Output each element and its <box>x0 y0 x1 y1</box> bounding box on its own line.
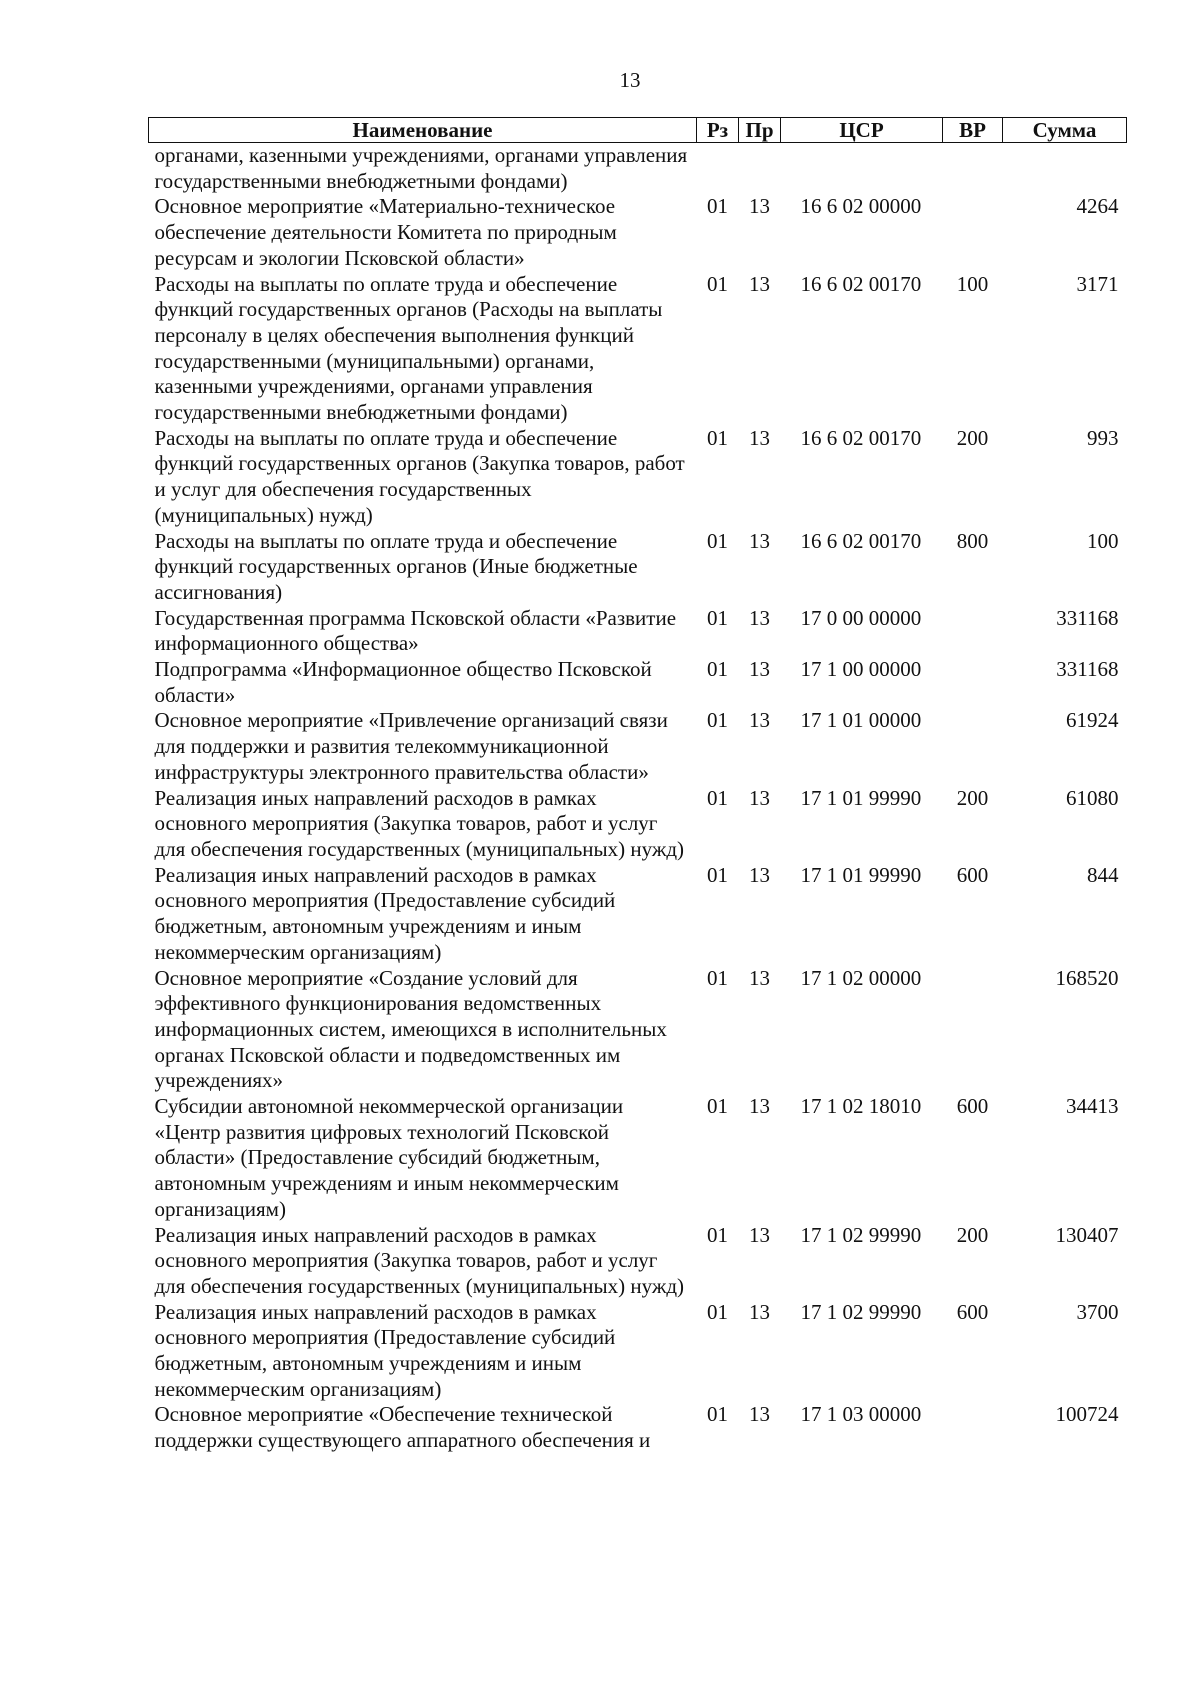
cell-csr: 17 1 01 00000 <box>800 708 922 733</box>
cell-rz: 01 <box>707 965 728 990</box>
table-body <box>149 143 1127 1454</box>
cell-vr: 600 <box>956 1299 989 1324</box>
cell-name: Расходы на выплаты по оплате труда и обеспечение функций государственных органов (Иные бюджетные ассигнования) <box>154 528 638 604</box>
table-row <box>149 786 1127 863</box>
cell-sum: 100724 <box>1055 1402 1119 1427</box>
cell-csr: 17 1 02 00000 <box>800 965 922 990</box>
cell-name: Субсидии автономной некоммерческой организации «Центр развития цифровых технологий Псковской области» (Предоставление субсидий бюджетным, автономным учреждениям и иным некоммерческим организациям) <box>154 1094 624 1221</box>
cell-sum: 100 <box>1087 528 1119 553</box>
cell-csr: 17 1 02 99990 <box>800 1222 922 1247</box>
cell-pr: 13 <box>749 708 770 733</box>
cell-sum: 993 <box>1087 425 1119 450</box>
cell-csr: 17 1 00 00000 <box>800 657 922 682</box>
cell-rz: 01 <box>707 528 728 553</box>
cell-pr: 13 <box>749 194 770 219</box>
cell-rz: 01 <box>707 1299 728 1324</box>
table-row <box>149 606 1127 657</box>
table-row <box>149 657 1127 708</box>
cell-csr: 17 1 03 00000 <box>800 1402 922 1427</box>
cell-sum: 61080 <box>1066 785 1119 810</box>
cell-pr <box>739 143 781 195</box>
cell-sum: 34413 <box>1066 1094 1119 1119</box>
cell-rz: 01 <box>707 271 728 296</box>
cell-csr: 16 6 02 00170 <box>800 425 922 450</box>
table-row <box>149 1300 1127 1403</box>
cell-vr: 200 <box>956 785 989 810</box>
cell-vr: 200 <box>956 1222 989 1247</box>
header-csr: ЦСР <box>781 118 943 143</box>
cell-name: Государственная программа Псковской области «Развитие информационного общества» <box>154 605 677 656</box>
cell-name: Основное мероприятие «Привлечение организаций связи для поддержки и развития телекоммуникационной инфраструктуры электронного правительства области» <box>154 708 668 784</box>
cell-rz: 01 <box>707 1094 728 1119</box>
cell-vr <box>943 1402 1003 1453</box>
cell-csr: 17 1 02 99990 <box>800 1299 922 1324</box>
cell-name: Реализация иных направлений расходов в рамках основного мероприятия (Закупка товаров, работ и услуг для обеспечения государственных (муниципальных) нужд) <box>154 1222 685 1298</box>
cell-name: Подпрограмма «Информационное общество Псковской области» <box>154 657 652 707</box>
cell-csr: 17 0 00 00000 <box>800 605 922 630</box>
table-row <box>149 529 1127 606</box>
cell-csr: 17 1 02 18010 <box>800 1094 922 1119</box>
cell-csr: 16 6 02 00170 <box>800 528 922 553</box>
cell-vr <box>943 606 1003 657</box>
header-vr: ВР <box>943 118 1003 143</box>
header-rz: Рз <box>697 118 739 143</box>
cell-name: Основное мероприятие «Обеспечение технической поддержки существующего аппаратного обеспечения и <box>154 1402 651 1453</box>
cell-vr: 200 <box>956 425 989 450</box>
cell-rz: 01 <box>707 708 728 733</box>
cell-vr <box>943 708 1003 785</box>
cell-pr: 13 <box>749 425 770 450</box>
cell-sum: 331168 <box>1056 605 1119 630</box>
cell-sum: 3700 <box>1076 1299 1119 1324</box>
cell-rz: 01 <box>707 657 728 682</box>
cell-rz: 01 <box>707 785 728 810</box>
cell-vr <box>943 194 1003 271</box>
cell-pr: 13 <box>749 785 770 810</box>
cell-csr <box>781 143 943 195</box>
cell-sum: 3171 <box>1076 271 1119 296</box>
cell-sum: 844 <box>1087 862 1119 887</box>
cell-rz <box>697 143 739 195</box>
table-row <box>149 194 1127 271</box>
cell-vr <box>943 966 1003 1095</box>
cell-rz: 01 <box>707 1222 728 1247</box>
cell-pr: 13 <box>749 657 770 682</box>
cell-vr <box>943 143 1003 195</box>
table-row <box>149 426 1127 529</box>
cell-csr: 16 6 02 00000 <box>800 194 922 219</box>
cell-pr: 13 <box>749 271 770 296</box>
cell-pr: 13 <box>749 1094 770 1119</box>
header-pr: Пр <box>739 118 781 143</box>
table-header-row <box>149 118 1127 143</box>
cell-name: органами, казенными учреждениями, органами управления государственными внебюджетными фондами) <box>154 143 688 193</box>
cell-pr: 13 <box>749 605 770 630</box>
cell-vr: 800 <box>956 528 989 553</box>
cell-csr: 17 1 01 99990 <box>800 862 922 887</box>
cell-rz: 01 <box>707 1402 728 1427</box>
cell-pr: 13 <box>749 862 770 887</box>
cell-rz: 01 <box>707 605 728 630</box>
table-row <box>149 966 1127 1095</box>
cell-rz: 01 <box>707 425 728 450</box>
cell-rz: 01 <box>707 194 728 219</box>
cell-name: Основное мероприятие «Материально-техническое обеспечение деятельности Комитета по природным ресурсам и экологии Псковской области» <box>154 194 617 270</box>
cell-sum: 4264 <box>1076 194 1119 219</box>
budget-table <box>148 117 1127 1454</box>
cell-vr: 100 <box>956 271 989 296</box>
cell-rz: 01 <box>707 862 728 887</box>
cell-name: Расходы на выплаты по оплате труда и обеспечение функций государственных органов (Закупка товаров, работ и услуг для обеспечения государственных (муниципальных) нужд) <box>154 425 685 527</box>
cell-pr: 13 <box>749 1222 770 1247</box>
table-row <box>149 143 1127 195</box>
cell-name: Реализация иных направлений расходов в рамках основного мероприятия (Закупка товаров, работ и услуг для обеспечения государственных (муниципальных) нужд) <box>154 785 685 861</box>
table-row <box>149 708 1127 785</box>
table-row <box>149 1094 1127 1223</box>
cell-csr: 16 6 02 00170 <box>800 271 922 296</box>
budget-table-container <box>148 117 1126 1454</box>
cell-csr: 17 1 01 99990 <box>800 785 922 810</box>
cell-name: Реализация иных направлений расходов в рамках основного мероприятия (Предоставление субсидий бюджетным, автономным учреждениям и иным некоммерческим организациям) <box>154 862 616 964</box>
page-number: 13 <box>619 68 641 92</box>
cell-pr: 13 <box>749 1299 770 1324</box>
cell-sum: 331168 <box>1056 657 1119 682</box>
cell-vr: 600 <box>956 1094 989 1119</box>
cell-sum: 130407 <box>1055 1222 1119 1247</box>
table-row <box>149 863 1127 966</box>
cell-name: Расходы на выплаты по оплате труда и обеспечение функций государственных органов (Расходы на выплаты персоналу в целях обеспечения выполнения функций государственными (муниципальными) органами, казенными учреждениями, органами управления государственными внебюджетными фондами) <box>154 271 663 425</box>
header-name: Наименование <box>149 118 697 143</box>
header-sum: Сумма <box>1003 118 1127 143</box>
cell-vr <box>943 657 1003 708</box>
table-row <box>149 1223 1127 1300</box>
cell-pr: 13 <box>749 965 770 990</box>
cell-name: Основное мероприятие «Создание условий для эффективного функционирования ведомственных информационных систем, имеющихся в исполнительных органах Псковской области и подведомственных им учреждениях» <box>154 965 667 1093</box>
cell-pr: 13 <box>749 528 770 553</box>
cell-pr: 13 <box>749 1402 770 1427</box>
cell-sum: 168520 <box>1055 965 1119 990</box>
cell-name: Реализация иных направлений расходов в рамках основного мероприятия (Предоставление субсидий бюджетным, автономным учреждениям и иным некоммерческим организациям) <box>154 1299 616 1401</box>
cell-sum: 61924 <box>1066 708 1119 733</box>
cell-vr: 600 <box>956 862 989 887</box>
table-row <box>149 1402 1127 1453</box>
table-row <box>149 272 1127 426</box>
cell-sum <box>1003 143 1127 195</box>
